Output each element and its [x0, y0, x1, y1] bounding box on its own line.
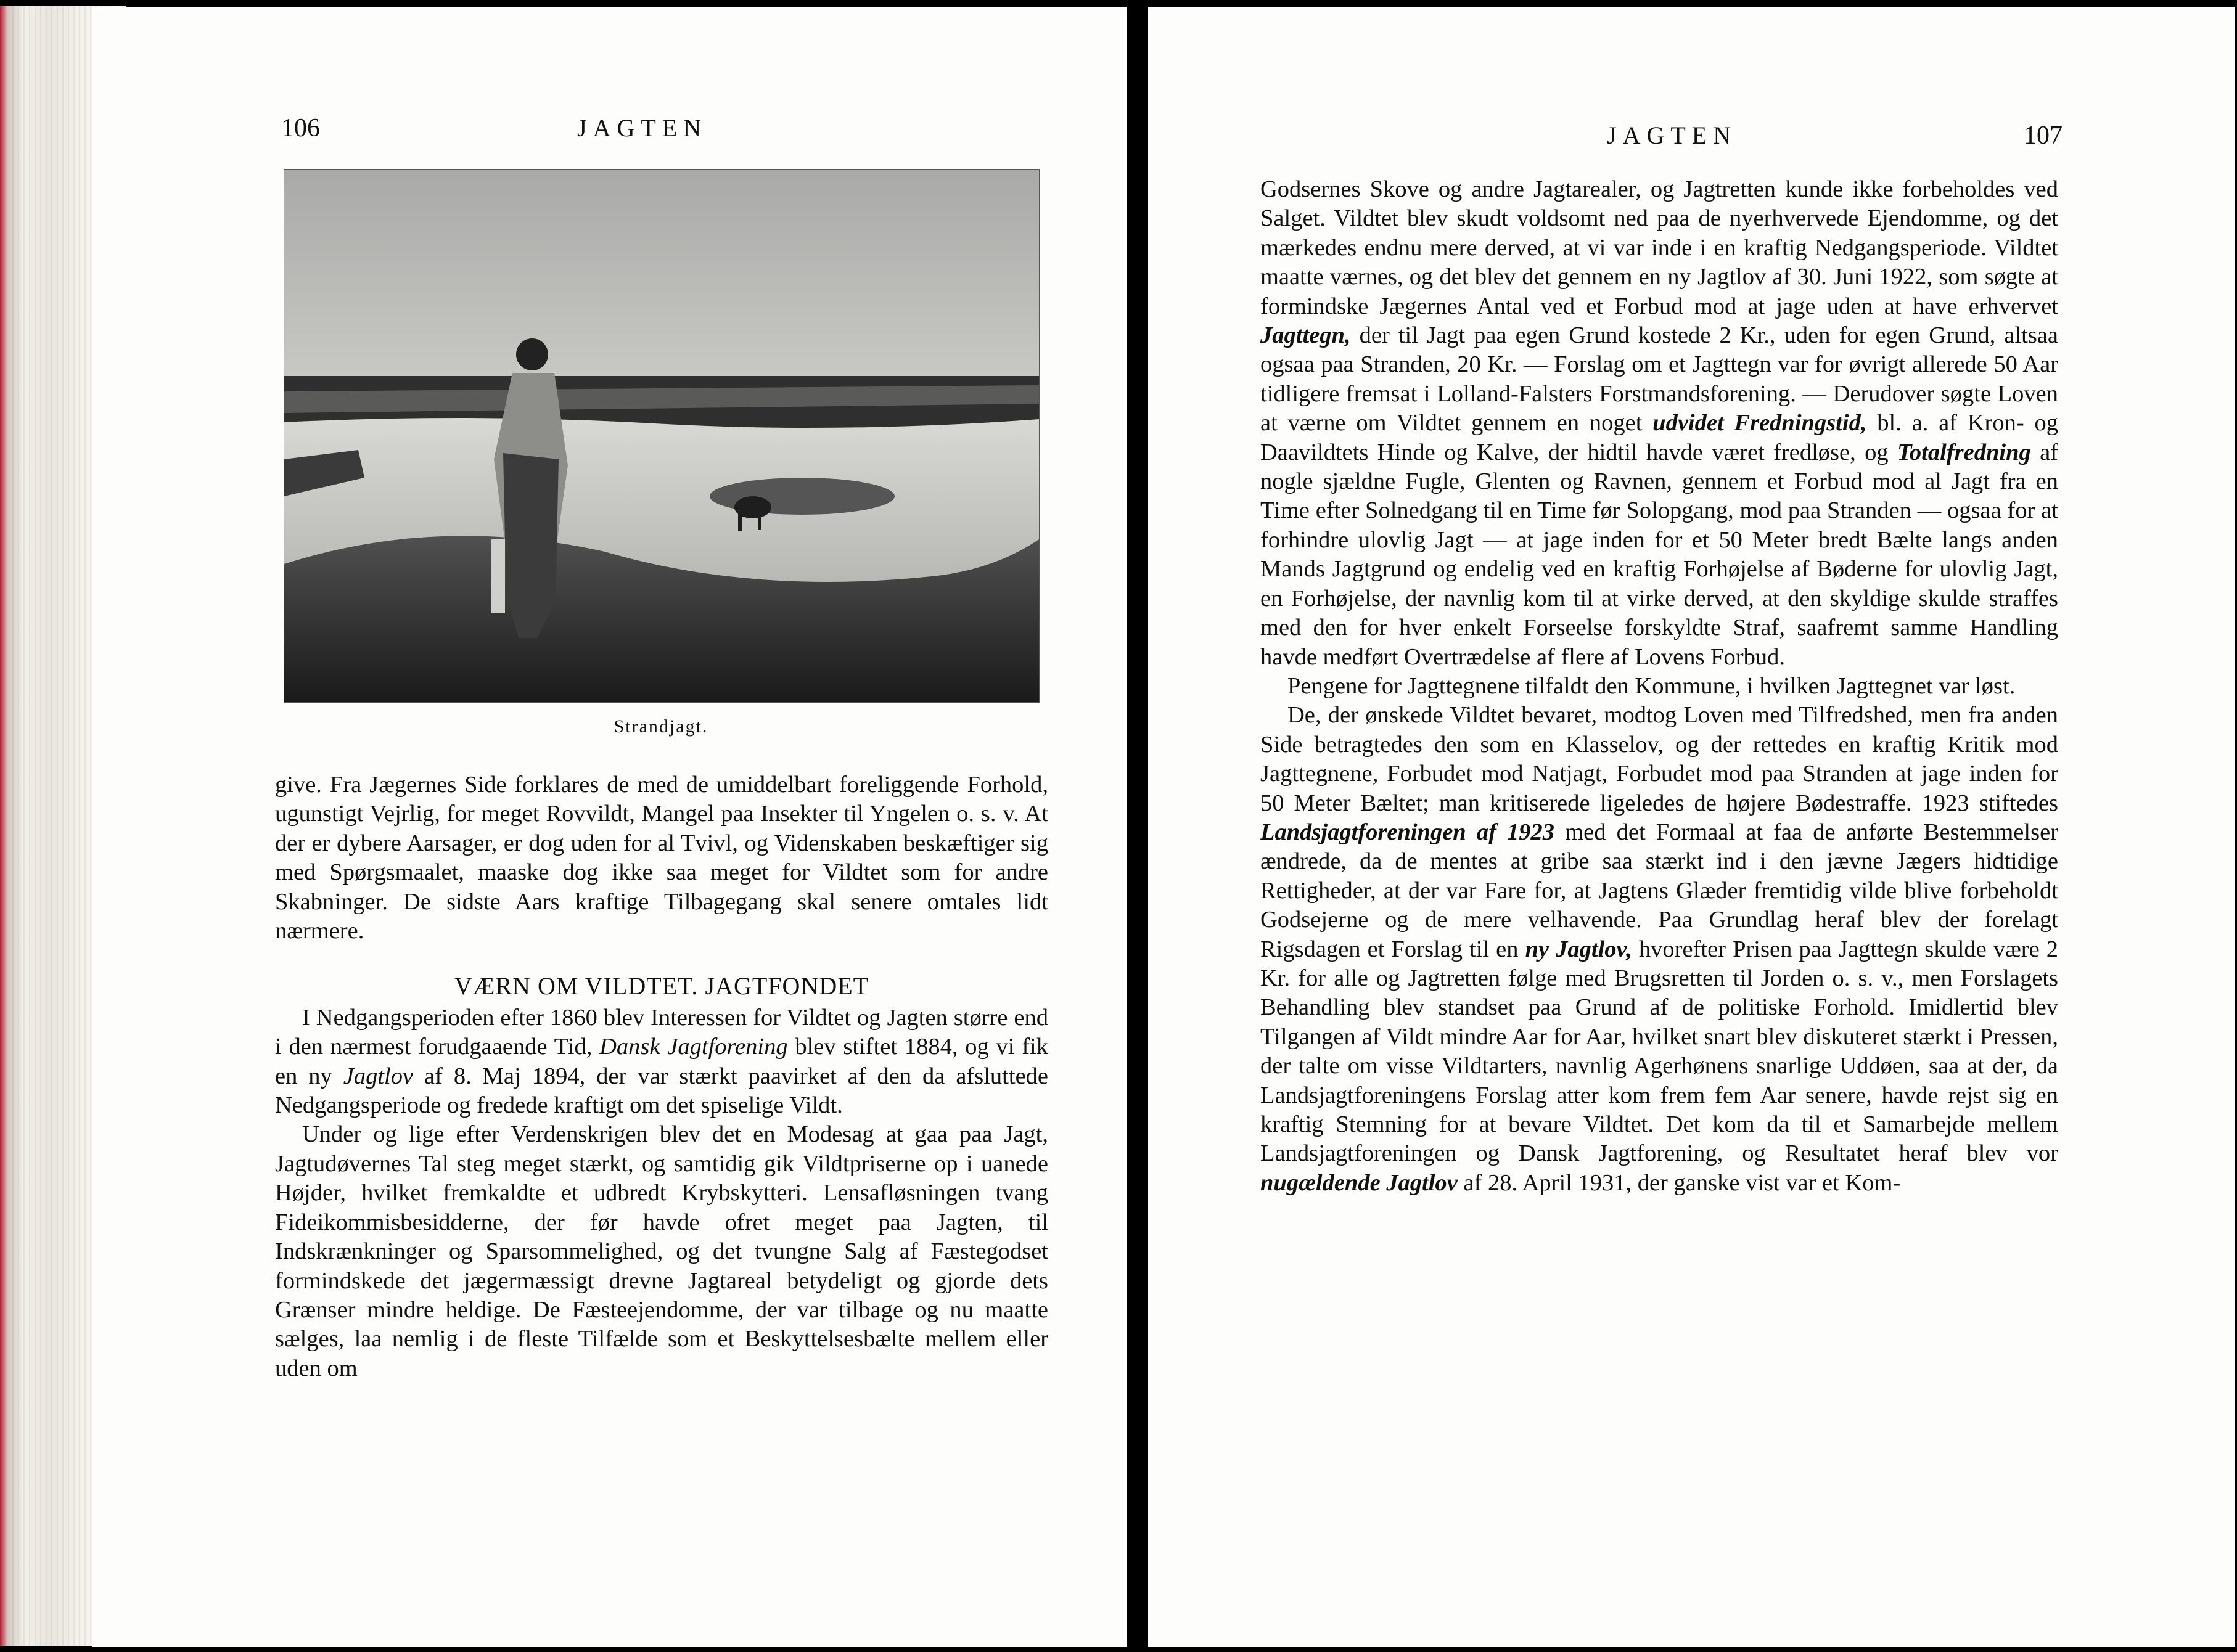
paragraph: De, der ønskede Vildtet bevaret, modtog Loven med Tilfredshed, men fra anden Side betragtedes den som en Klasselov, og der rettedes en kraftig Kritik mod Jagttegnene, Forbudet mod Natjagt, Forbudet mod paa Stranden at jage inden for 50 Meter Bæltet; man kritiserede ligeledes de højere Bødestraffe. 1923 stiftedes Landsjagtforeningen af 1923 med det Formaal at faa de anførte Bestemmelser ændrede, da de mentes at gribe saa stærkt ind i den jævne Jægers hidtidige Rettigheder, at der var Fare for, at Jagtens Glæder fremtidig vilde blive forbeholdt Godsejerne og de mere velhavende. Paa Grundlag heraf blev der forelagt Rigsdagen et Forslag til en ny Jagtlov, hvorefter Prisen paa Jagttegn skulde være 2 Kr. for alle og Jagtretten følge med Brugsretten til Jorden o. s. v., men Forslagets Behandling blev standset paa Grund af de politiske Forhold. Imidlertid blev Tilgangen af Vildt mindre Aar for Aar, hvilket snart blev diskuteret stærkt i Pressen, der talte om visse Vildtarters, navnlig Agerhønens snarlige Uddøen, saa at der, da Landsjagtforeningens Forslag atter kom frem fem Aar senere, havde rejst sig en kraftig Stemning for at bevare Vildtet. Det kom da til et Samarbejde mellem Landsjagtforeningen og Dansk Jagtforening, og Resultatet heraf blev vor nugældende Jagtlov af 28. April 1931, der ganske vist var et Kom-: [1260, 702, 2058, 1196]
paragraph: I Nedgangsperioden efter 1860 blev Interessen for Vildtet og Jagten større end i den nærmest forudgaaende Tid, Dansk Jagtforening blev stiftet 1884, og vi fik en ny Jagtlov af 8. Maj 1894, der var stærkt paavirket af den da afsluttede Nedgangsperiode og fredede kraftigt om det spiselige Vildt.: [275, 1004, 1048, 1119]
emphasis: Dansk Jagtforening: [599, 1034, 788, 1060]
emphasis: Totalfredning: [1897, 439, 2031, 465]
emphasis: ny Jagtlov,: [1525, 936, 1632, 962]
left-body-text: [275, 771, 1048, 1383]
emphasis: Landsjagtforeningen af 1923: [1260, 819, 1555, 845]
left-page: [92, 7, 1127, 1647]
running-head: JAGTEN: [577, 114, 708, 142]
right-body-text: [1260, 175, 2058, 1198]
running-head: JAGTEN: [1607, 121, 1738, 149]
paragraph: Pengene for Jagttegnene tilfaldt den Kommune, i hvilken Jagttegnet var løst.: [1287, 673, 2016, 699]
page-number: 107: [2024, 121, 2063, 150]
emphasis: Jagtlov: [343, 1063, 414, 1089]
emphasis: udvidet Fredningstid,: [1652, 410, 1867, 436]
paragraph: give. Fra Jægernes Side forklares de med de umiddelbart foreliggende Forhold, ugunstigt Vejrlig, for meget Rovvildt, Mangel paa Insekter til Yngelen o. s. v. At der er dybere Aarsager, er dog uden for al Tvivl, og Videnskaben beskæftiger sig med Spørgsmaalet, maaske dog ikke saa meget for Vildtet som for andre Skabninger. De sidste Aars kraftige Tilbagegang skal senere omtales lidt nærmere.: [275, 772, 1048, 944]
photo-caption: Strandjagt.: [614, 716, 708, 737]
section-heading: VÆRN OM VILDTET. JAGTFONDET: [454, 972, 869, 1000]
photo-illustration: [284, 170, 1039, 702]
emphasis: Jagttegn,: [1260, 322, 1351, 349]
right-page: [1148, 7, 2235, 1647]
page-number: 106: [281, 114, 320, 142]
photo-strandjagt: [284, 169, 1040, 703]
paragraph: Under og lige efter Verdenskrigen blev det en Modesag at gaa paa Jagt, Jagtudøvernes Tal steg meget stærkt, og samtidig gik Vildtpriserne op i uanede Højder, hvilket fremkaldte et udbredt Krybskytteri. Lensafløsningen tvang Fideikommisbesidderne, der før havde ofret meget paa Jagten, til Indskrænkninger og Sparsommelighed, og det tvungne Salg af Fæstegodset formindskede det jægermæssigt drevne Jagtareal betydeligt og gjorde dets Grænser mindre heldige. De Fæsteejendomme, der var tilbage og nu maatte sælges, laa nemlig i de fleste Tilfælde som et Beskyttelsesbælte mellem eller uden om: [275, 1121, 1048, 1381]
paragraph: Godsernes Skove og andre Jagtarealer, og Jagtretten kunde ikke forbeholdes ved Salget. Vildtet blev skudt voldsomt ned paa de nyerhvervede Ejendomme, og det mærkedes endnu mere derved, at vi var inde i en kraftig Nedgangsperiode. Vildtet maatte værnes, og det blev det gennem en ny Jagtlov af 30. Juni 1922, som søgte at formindske Jægernes Antal ved et Forbud mod at jage uden at have erhvervet Jagttegn, der til Jagt paa egen Grund kostede 2 Kr., uden for egen Grund, altsaa ogsaa paa Stranden, 20 Kr. — Forslag om et Jagttegn var for øvrigt allerede 50 Aar tidligere fremsat i Lolland-Falsters Forstmandsforening. — Derudover søgte Loven at værne om Vildtet gennem en noget udvidet Fredningstid, bl. a. af Kron- og Daavildtets Hinde og Kalve, der hidtil havde været fredløse, og Totalfredning af nogle sjældne Fugle, Glenten og Ravnen, gennem et Forbud mod al Jagt fra en Time efter Solnedgang til en Time før Solopgang, mod paa Stranden — ogsaa for at forhindre ulovlig Jagt — at jage inden for et 50 Meter bredt Bælte langs anden Mands Jagtgrund og endelig ved en kraftig Forhøjelse af Bøderne for ulovlig Jagt, en Forhøjelse, der navnlig kom til at virke derved, at den skyldige skulde straffes med den for hver enkelt Forseelse forskyldte Straf, saafremt samme Handling havde medført Overtrædelse af flere af Lovens Forbud.: [1260, 176, 2058, 670]
emphasis: nugældende Jagtlov: [1260, 1169, 1458, 1196]
